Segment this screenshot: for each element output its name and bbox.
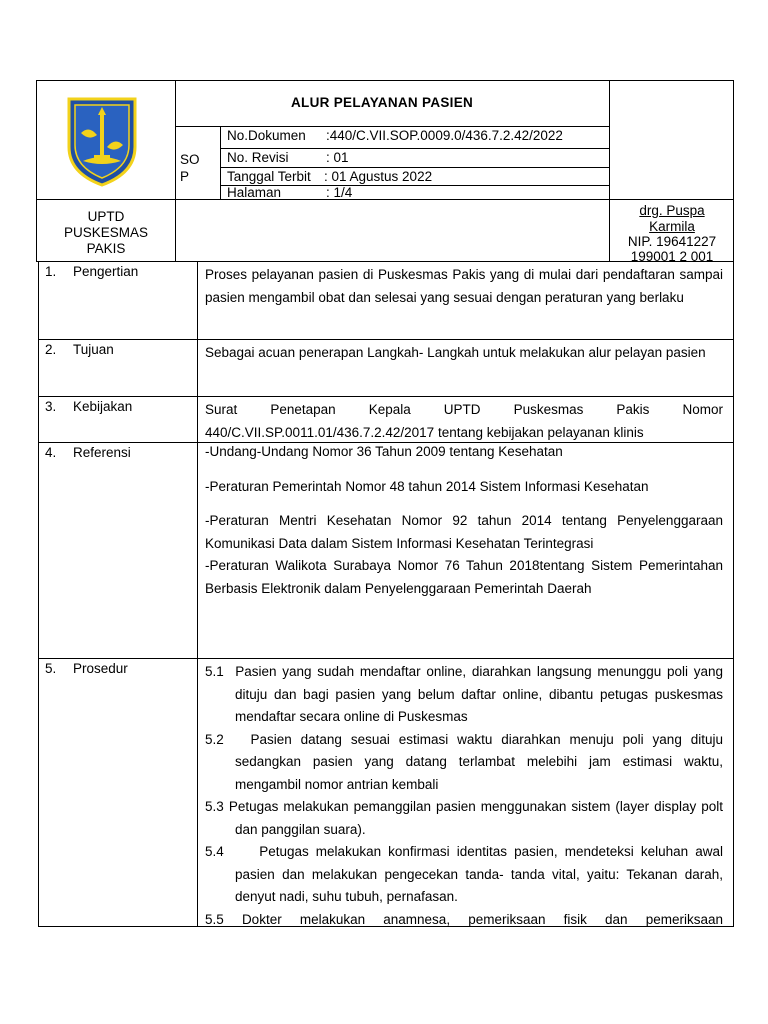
section-tujuan [39, 340, 733, 397]
section-content [205, 441, 723, 600]
reference-item: -Peraturan Mentri Kesehatan Nomor 92 tahun 2014 tentang Penyelenggaraan Komunikasi Data dalam Sistem Informasi Kesehatan Terintegrasi [205, 513, 723, 551]
signer-nip-line-1: NIP. 19641227 [627, 234, 717, 249]
section-prosedur [39, 659, 733, 927]
sop-label: SO P [180, 152, 200, 184]
section-label: Pengertian [73, 264, 139, 279]
section-label: Kebijakan [73, 399, 133, 414]
procedure-step: 5.4 Petugas melakukan konfirmasi identitas pasien, mendeteksi keluhan awal pasien dan melakukan pengecekan tanda- tanda vital, yaitu: Tekanan darah, denyut nadi, suhu tubuh, pernafasan. [205, 844, 723, 904]
section-number: 4. [45, 445, 57, 460]
signer-name-line-2: Karmila [649, 219, 695, 234]
org-name-line-3: PAKIS [86, 241, 126, 256]
page-value: : 1/4 [326, 185, 353, 200]
sop-body-table [38, 262, 734, 927]
revision-value: : 01 [326, 150, 349, 165]
section-content [205, 399, 723, 444]
procedure-step: 5.3 Petugas melakukan pemanggilan pasien menggunakan sistem (layer display polt dan panggilan suara). [205, 799, 723, 837]
section-label: Prosedur [73, 661, 128, 676]
section-content [205, 342, 723, 365]
issue-date-label: Tanggal Terbit [227, 169, 311, 184]
document-title: ALUR PELAYANAN PASIEN [291, 95, 474, 110]
signer-name-line-1: drg. Puspa [639, 203, 705, 218]
signer-nip-line-2: 199001 2 001 [630, 249, 714, 264]
section-number: 5. [45, 661, 57, 676]
section-label: Referensi [73, 445, 131, 460]
procedure-step: 5.1 Pasien yang sudah mendaftar online, diarahkan langsung menunggu poli yang dituju dan bagi pasien yang belum daftar online, dibantu petugas puskesmas mendaftar secara online di Puskesmas [205, 664, 723, 724]
document-header [36, 80, 734, 262]
section-content [205, 264, 723, 309]
paragraph: Surat Penetapan Kepala UPTD Puskesmas Pakis Nomor 440/C.VII.SP.0011.01/436.7.2.42/2017 tentang kebijakan pelayanan klinis [205, 402, 723, 440]
section-number: 2. [45, 342, 57, 357]
section-label: Tujuan [73, 342, 114, 357]
procedure-step: 5.2 Pasien datang sesuai estimasi waktu diarahkan menuju poli yang dituju sedangkan pasien yang datang terlambat melebihi jam estimasi waktu, mengambil nomor antrian kembali [205, 731, 723, 792]
org-name-line-1: UPTD [87, 209, 125, 224]
section-referensi [39, 443, 733, 659]
paragraph: Sebagai acuan penerapan Langkah- Langkah untuk melakukan alur pelayan pasien [205, 345, 706, 360]
doc-number-label: No.Dokumen [227, 128, 306, 143]
procedure-step: 5.5 Dokter melakukan anamnesa, pemeriksaan fisik dan pemeriksaan [205, 911, 723, 927]
issue-date-value: : 01 Agustus 2022 [324, 169, 433, 184]
paragraph: Proses pelayanan pasien di Puskesmas Pakis yang di mulai dari pendaftaran sampai pasien mengambil obat dan selesai yang sesuai dengan peraturan yang berlaku [205, 267, 723, 305]
section-number: 1. [45, 264, 57, 279]
section-content [205, 661, 723, 931]
reference-item: -Peraturan Pemerintah Nomor 48 tahun 2014 Sistem Informasi Kesehatan [205, 478, 649, 494]
section-number: 3. [45, 399, 57, 414]
revision-label: No. Revisi [227, 150, 289, 165]
reference-item: -Undang-Undang Nomor 36 Tahun 2009 tentang Kesehatan [205, 444, 563, 459]
org-name-line-2: PUSKESMAS [63, 225, 149, 240]
page-label: Halaman [227, 185, 282, 200]
doc-number-value: :440/C.VII.SOP.0009.0/436.7.2.42/2022 [326, 128, 563, 143]
surabaya-crest-icon [63, 95, 141, 187]
section-kebijakan [39, 397, 733, 443]
section-pengertian [39, 262, 733, 340]
reference-item: -Peraturan Walikota Surabaya Nomor 76 Tahun 2018tentang Sistem Pemerintahan Berbasis Elektronik dalam Penyelenggaraan Pemerintah Daerah [205, 558, 723, 596]
